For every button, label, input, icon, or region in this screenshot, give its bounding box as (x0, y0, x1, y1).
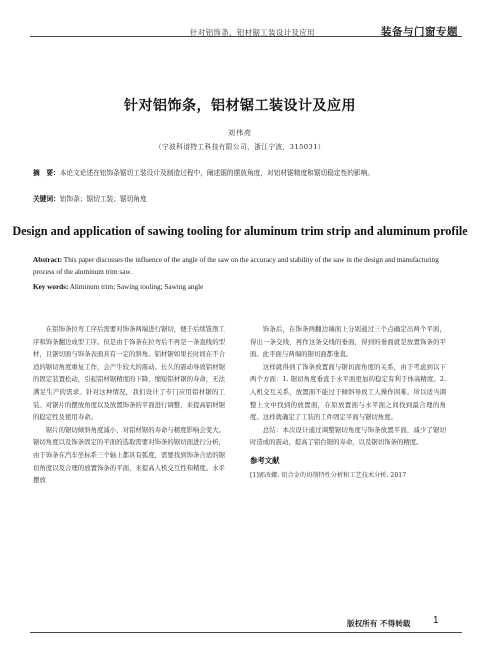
body-paragraph: 总结：本次设计通过调整锯切角度与饰条放置平面，减少了锯切时造成的震动，提高了铝台锯的寿命，以及锯切饰条的精度。 (250, 425, 446, 447)
body-left-column (33, 323, 225, 487)
keywords-en-text: Aliminum trim; Sawing tooling; Sawing angle (68, 283, 204, 291)
article-title-en: Design and application of sawing tooling for aluminum trim strip and aluminum profile (12, 224, 468, 238)
footer-rule (30, 632, 462, 633)
abstract-en-label: Abstract: (33, 256, 63, 264)
keywords-zh-text: 铝饰条；锯切工装；锯切角度 (59, 195, 147, 203)
abstract-en (33, 254, 448, 278)
header-rule (30, 36, 462, 37)
abstract-zh-text: 本论文论述在铝饰条锯切工装设计及制造过程中，阐述锯的摆放角度，对铝材锯精度和锯切稳定性的影响。 (59, 169, 375, 177)
body-right-column (250, 323, 446, 482)
body-paragraph: 在铝饰条拉弯工序后需要对饰条两端进行锯切，便于后续铣削工序和饰条翻边成型工序。但是由于饰条在拉弯后不再是一条直线的型材，且锯切面与饰条表面具有一定的斜角。铝材锯如果长时间在不合适的锯切角度重复工作，会产生较大的震动。长久的震动导致铝材锯的固定装置松动，引起铝材锯精度的下降，缩短铝材锯的寿命，无法满足生产的需求。针对这种情况，我们设计了专门应用铝材锯的工装。对锯片的摆放角度以及放置饰条的平面进行调整，来提高铝材锯的稳定性及使用寿命。 (33, 325, 225, 422)
body-paragraph: 锯片的锯切倾斜角度减小，对铝材锯的寿命与精度影响会变大。锯切角度以及饰条固定的平面的选取需要对饰条的锯切面进行分析，由于饰条在汽车坐标系三个轴上都具有弧度，需要找到饰条合适的锯切角度以及合理的放置饰条的平面，来提高人机交互性和精度。水平摆放 (33, 425, 225, 485)
article-title-zh: 针对铝饰条，铝材锯工装设计及应用 (124, 98, 356, 114)
keywords-zh-label: 关键词： (33, 195, 60, 203)
keywords-zh (33, 193, 448, 203)
references-heading: 参考文献 (250, 455, 280, 465)
keywords-en (33, 283, 448, 291)
body-paragraph: 这样就得到了饰条放置面与锯切面角度的关系，由于考虑到以下两个方面：1. 锯切角度垂直于水平面更加的稳定有利于体高精度。2. 人机交互关系，放置面不能过于倾斜导致工人操作困难。所以适当调整上文中找到的放置面，在原放置面与水平面之间找到最合理的角度。这样就确定了工装的工件固定平面与锯切角度。 (250, 362, 446, 422)
running-title: 针对铝饰条，铝材锯工装设计及应用 (190, 28, 315, 37)
keywords-en-label: Key words: (33, 283, 69, 291)
page-number: 1 (433, 615, 439, 626)
author-affiliation: （宁波科谱特工科技有限公司，浙江宁波，315031） (154, 143, 326, 151)
column-name: 装备与门窗专题 (381, 26, 458, 38)
abstract-zh-label: 摘 要： (33, 169, 60, 177)
body-paragraph: 饰条后，在饰条两翻边端面上分别通过三个点确定出两个平面，得出一条交线，再作这条交线的垂面，得到的垂面就是放置饰条的平面。此平面与两端的锯切面都垂直。 (250, 325, 446, 359)
reference-item: [1]郭改娜. 铝合金的切削特性分析和工艺技术分析. 2017 (250, 471, 407, 479)
page-header (0, 0, 480, 40)
abstract-zh (33, 167, 448, 180)
abstract-en-text: This paper discusses the influence of the angle of the saw on the accuracy and stability of the saw in the design and manufacturing process of the aluminum trim saw. (33, 256, 439, 276)
author-name: 刘伟亮 (228, 129, 252, 137)
copyright-notice: 版权所有 不得转载 (347, 619, 411, 628)
